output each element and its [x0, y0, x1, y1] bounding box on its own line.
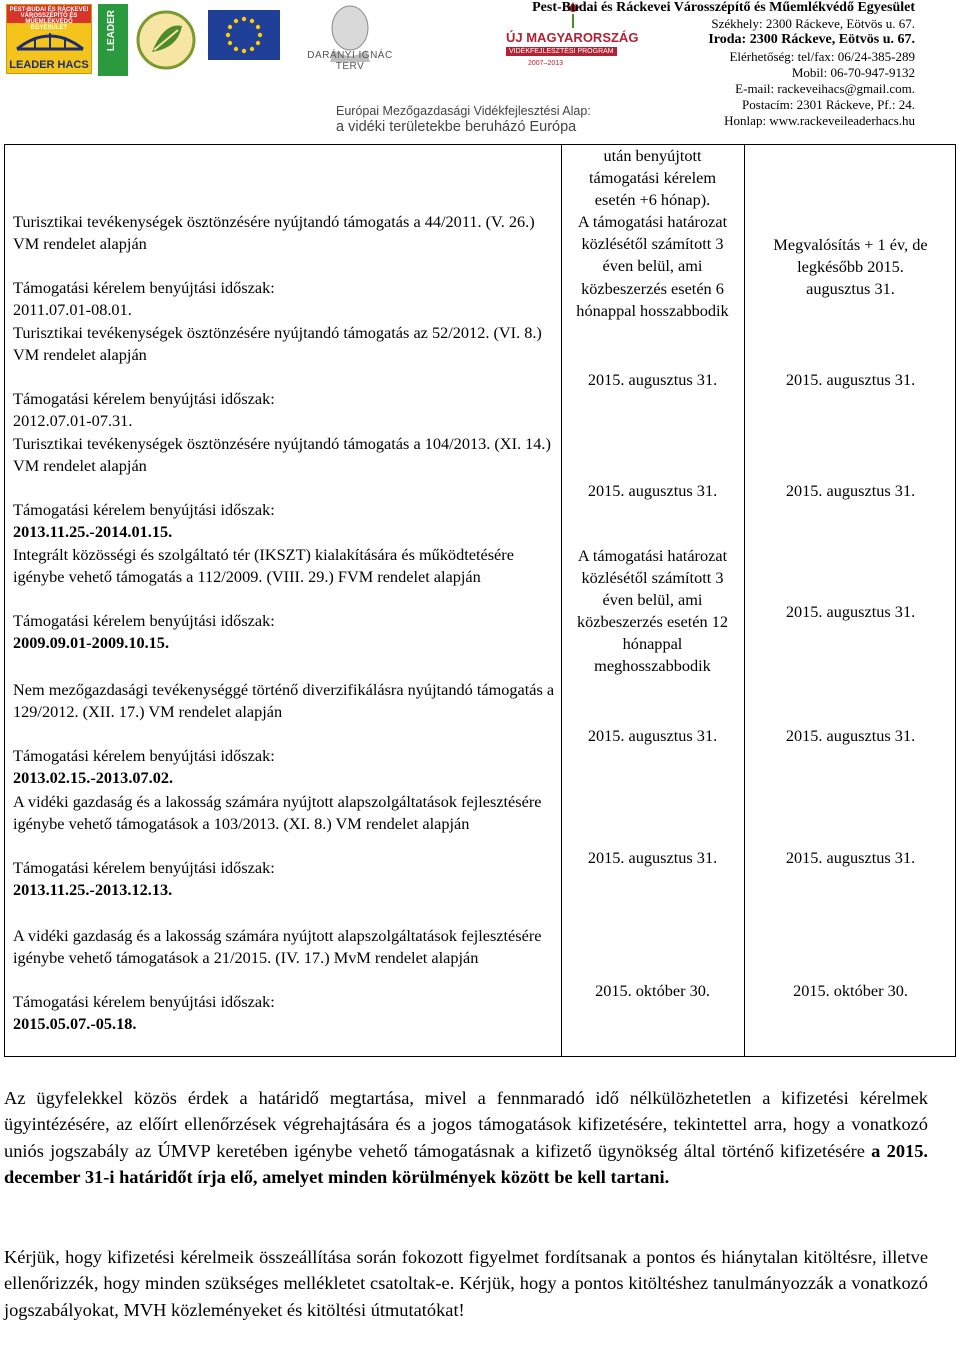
umvp-logo-title: ÚJ MAGYARORSZÁG [506, 30, 639, 45]
table-row [13, 433, 558, 543]
bridge-icon [15, 27, 85, 53]
payment-deadline: A támogatási határozat közlésétől számított 3 éven belül, ami közbeszerzés esetén 12 hónappal meghosszabbodik [577, 546, 728, 676]
leader-hacs-logo-top-text: PEST-BUDAI ÉS RÁCKEVEI VÁROSSZÉPÍTŐ ÉS MŰEMLÉKVÉDŐ EGYESÜLET [7, 5, 91, 23]
final-deadline: 2015. augusztus 31. [785, 370, 916, 389]
period-label: Támogatási kérelem benyújtási időszak: [13, 278, 275, 298]
period-label: Támogatási kérelem benyújtási időszak: [13, 746, 275, 766]
final-deadline: 2015. augusztus 31. [785, 602, 916, 621]
request-paragraph: Kérjük, hogy kifizetési kérelmeik összeállítása során fokozott figyelmet fordítsanak a pontos és hiánytalan kitöltésre, illetve ellenőrizzék, hogy minden szükséges mellékletet csatoltak-e. Kérjük, hogy a pontos kitöltéshez tanulmányozzák a vonatkozó jogszabályokat, MVH közleményeket és kitöltési útmutatókat! [4, 1247, 928, 1320]
regulation-title: A vidéki gazdaság és a lakosság számára nyújtott alapszolgáltatások fejlesztésére igénybe vehető támogatások a 103/2013. (XI. 8.) VM rendelet alapján [13, 792, 542, 834]
period-value: 2013.11.25.-2013.12.13. [13, 880, 173, 900]
period-value: 2013.11.25.-2014.01.15. [13, 522, 173, 542]
period-value: 2011.07.01-08.01. [13, 300, 132, 320]
eafrd-line-1: Európai Mezőgazdasági Vidékfejlesztési Alap: [336, 104, 591, 118]
postal-address: Postacím: 2301 Ráckeve, Pf.: 24. [742, 97, 915, 113]
regulation-title: Integrált közösségi és szolgáltató tér (IKSZT) kialakítására és működtetésére igénybe vehető támogatás a 112/2009. (VIII. 29.) FVM rendelet alapján [13, 545, 514, 587]
payment-deadline: 2015. augusztus 31. [587, 370, 718, 389]
regulation-title: A vidéki gazdaság és a lakosság számára nyújtott alapszolgáltatások fejlesztésére igénybe vehető támogatások a 21/2015. (IV. 17.) MvM rendelet alapján [13, 926, 542, 968]
phone: Elérhetőség: tel/fax: 06/24-385-289 [729, 48, 915, 64]
period-label: Támogatási kérelem benyújtási időszak: [13, 858, 275, 878]
deadline-table [4, 144, 956, 1057]
period-label: Támogatási kérelem benyújtási időszak: [13, 500, 275, 520]
email: E-mail: rackeveihacs@gmail.com. [735, 81, 915, 97]
payment-deadline: 2015. augusztus 31. [587, 481, 718, 500]
regulation-title: Turisztikai tevékenységek ösztönzésére nyújtandó támogatás a 104/2013. (XI. 14.) VM rendelet alapján [13, 434, 551, 476]
table-row [13, 791, 558, 901]
period-value: 2013.02.15.-2013.07.02. [13, 768, 174, 788]
table-row [13, 544, 558, 654]
period-value: 2015.05.07.-05.18. [13, 1014, 137, 1034]
leader-hacs-logo-text: LEADER HACS [9, 59, 89, 71]
leaf-emblem-icon [134, 8, 198, 72]
contact-block [532, 0, 915, 130]
final-deadline: 2015. augusztus 31. [785, 726, 916, 745]
notice-bold-text: a 2015. december 31-i határidőt írja elő, amelyet minden körülmények között be kell tartani. [4, 1140, 928, 1188]
continuation-cell: után benyújtott támogatási kérelem esetén +6 hónap). A támogatási határozat közlésétől számított 3 éven belül, ami közbeszerzés esetén 6 hónappal hosszabbodik [576, 146, 729, 320]
umvp-logo-years: 2007–2013 [528, 60, 564, 67]
leader-logo [98, 4, 128, 76]
implementation-deadline-cell: Megvalósítás + 1 év, de legkésőbb 2015. augusztus 31. [773, 235, 928, 299]
final-deadline: 2015. augusztus 31. [785, 481, 916, 500]
payment-deadline: 2015. augusztus 31. [587, 726, 718, 745]
notice-text: Az ügyfelekkel közös érdek a határidő megtartása, mivel a fennmaradó idő nélkülözhetetlen a kifizetési kérelmek ügyintézésére, az előírt ellenőrzések végrehajtására és a jogos támogatások kifizetésére, tekintettel arra, hogy a vonatkozó uniós jogszabály az ÚMVP keretében igénybe vehető támogatásnak a kifizető ügynökség által történő kifizetésére [4, 1088, 928, 1161]
deadline-notice-paragraph [4, 1085, 928, 1191]
leader-hacs-logo [6, 4, 92, 74]
regulation-title: Turisztikai tevékenységek ösztönzésére nyújtandó támogatás az 52/2012. (VI. 8.) VM rendelet alapján [13, 323, 542, 365]
period-value: 2012.07.01-07.31. [13, 411, 133, 431]
daranyi-logo [300, 0, 400, 78]
period-label: Támogatási kérelem benyújtási időszak: [13, 992, 275, 1012]
eu-flag-icon [208, 10, 280, 60]
table-row [13, 679, 558, 789]
letterhead [0, 0, 960, 145]
organization-name: Pest-Budai és Ráckevei Városszépítő és Műemlékvédő Egyesület [532, 0, 915, 15]
final-deadline: 2015. augusztus 31. [785, 848, 916, 867]
office-address: Iroda: 2300 Ráckeve, Eötvös u. 67. [708, 32, 915, 48]
daranyi-logo-text: DARÁNYI IGNÁC TERV [307, 50, 393, 72]
website: Honlap: www.rackeveileaderhacs.hu [724, 113, 915, 129]
final-deadline: 2015. október 30. [793, 981, 908, 1000]
table-row [13, 925, 558, 1035]
period-label: Támogatási kérelem benyújtási időszak: [13, 611, 275, 631]
table-row [13, 322, 558, 432]
regulation-title: Nem mezőgazdasági tevékenységgé történő diverzifikálásra nyújtandó támogatás a 129/2012. (XII. 17.) VM rendelet alapján [13, 680, 555, 722]
eafrd-line-2: a vidéki területekbe beruházó Európa [336, 119, 577, 135]
umvp-logo-subtitle: VIDÉKFEJLESZTÉSI PROGRAM [506, 47, 617, 56]
period-label: Támogatási kérelem benyújtási időszak: [13, 389, 275, 409]
period-value: 2009.09.01-2009.10.15. [13, 633, 170, 653]
seat-address: Székhely: 2300 Ráckeve, Eötvös u. 67. [711, 16, 915, 32]
mobile: Mobil: 06-70-947-9132 [791, 64, 915, 80]
payment-deadline: 2015. október 30. [595, 981, 710, 1000]
regulation-title: Turisztikai tevékenységek ösztönzésére nyújtandó támogatás a 44/2011. (V. 26.) VM rendelet alapján [13, 212, 535, 254]
payment-deadline: 2015. augusztus 31. [587, 848, 718, 867]
table-row [13, 211, 558, 321]
leader-logo-text: LEADER [106, 10, 117, 52]
